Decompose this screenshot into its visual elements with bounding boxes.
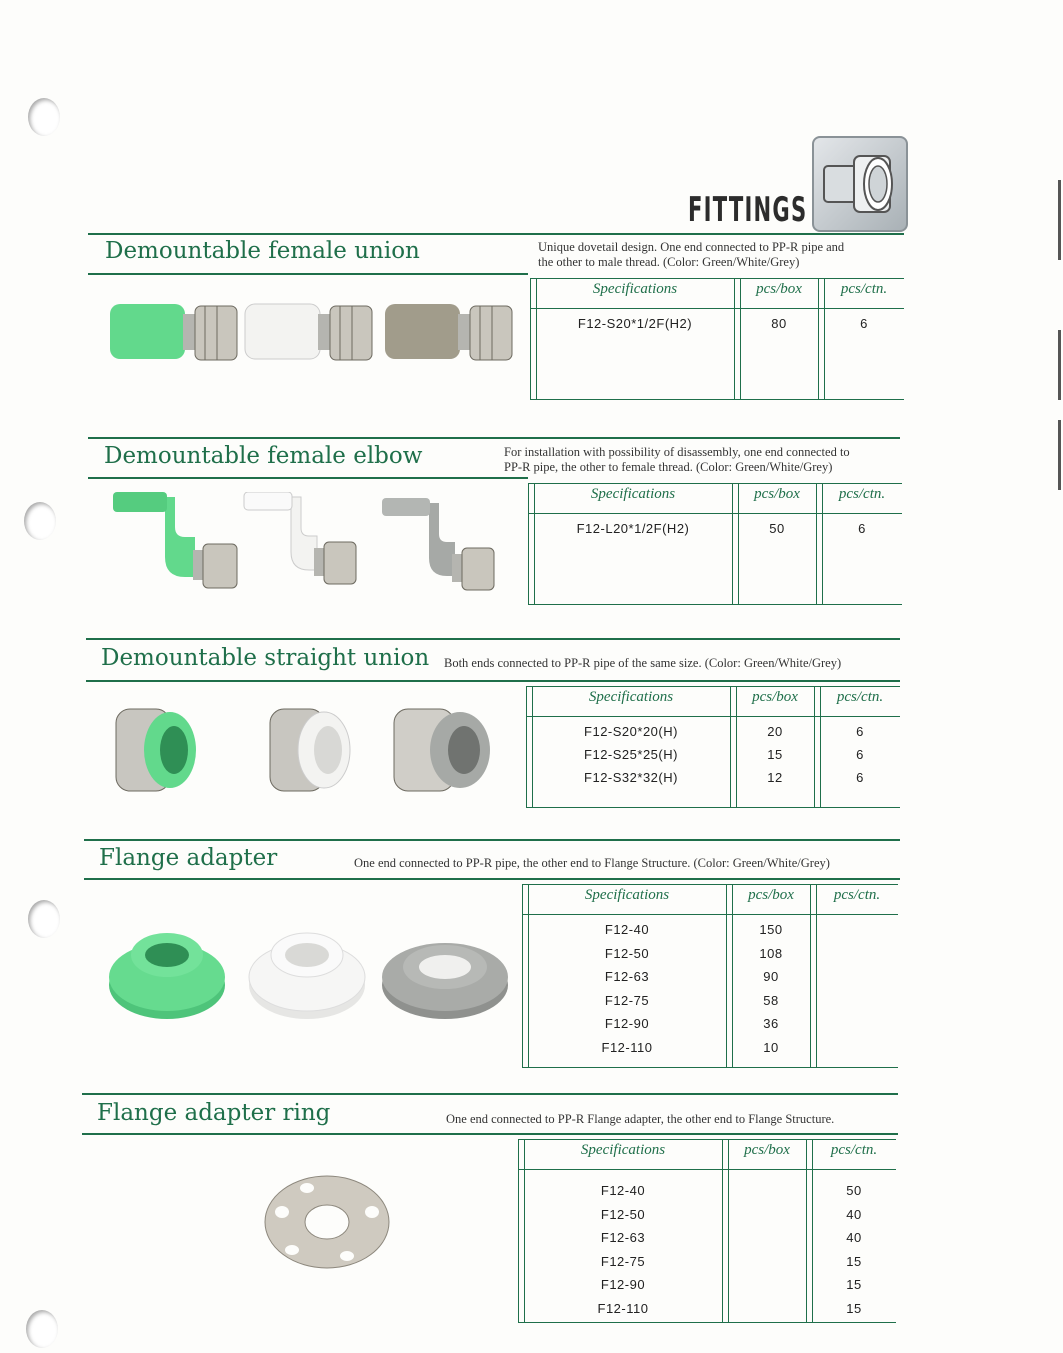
binder-hole [26,1310,58,1348]
table-divider [730,686,731,808]
table-header-box: pcs/box [754,486,800,502]
section-title: Demountable female union [105,238,420,264]
product-image-grey [390,705,500,799]
table-cell-spec: F12-S20*20(H) [584,724,678,739]
table-cell-spec: F12-S20*1/2F(H2) [577,316,693,331]
table-rule-header [526,716,900,717]
table-cell-spec: F12-L20*1/2F(H2) [576,521,690,536]
table-cell-spec: F12-63 [600,1230,646,1245]
table-cell-box: 80 [771,316,787,331]
product-image-green [105,492,245,606]
table-header-spec: Specifications [590,486,676,502]
product-image-grey [378,925,513,1029]
binder-hole [24,502,56,540]
table-cell-box: 150 [759,922,783,937]
binder-hole [28,900,60,938]
table-divider [734,278,735,400]
section-rule [82,1133,898,1135]
table-header-spec: Specifications [588,689,674,705]
table-cell-spec: F12-50 [604,945,650,961]
table-cell-box: 90 [763,969,779,984]
table-rule-bottom [518,1322,896,1323]
table-divider [722,1139,723,1323]
product-image-white [245,925,370,1029]
table-divider [816,483,817,605]
section-description: Both ends connected to PP-R pipe of the same size. (Color: Green/White/Grey) [444,656,842,670]
table-divider [726,884,727,1068]
section-description: One end connected to PP-R pipe, the other end to Flange Structure. (Color: Green/White/Grey) [354,856,830,870]
product-image-flange-ring [262,1170,392,1274]
table-cell-ctn: 15 [846,1277,862,1292]
table-header-ctn: pcs/ctn. [833,887,881,903]
product-image-green [105,925,230,1029]
edge-mark [1058,420,1061,490]
table-cell-spec: F12-50 [600,1206,646,1222]
section-rule [82,1093,898,1095]
table-cell-box: 10 [763,1039,779,1055]
table-cell-spec: F12-40 [600,1183,646,1198]
table-cell-ctn: 15 [846,1300,862,1316]
table-rule-header [522,914,898,915]
table-cell-box: 12 [767,770,783,785]
table-cell-ctn: 6 [856,770,864,785]
table-divider [806,1139,807,1323]
table-rule-bottom [522,1067,898,1068]
table-header-spec: Specifications [584,887,670,903]
table-header-ctn: pcs/ctn. [838,486,886,502]
edge-mark [1058,180,1061,260]
section-rule [84,878,900,880]
table-cell-ctn: 40 [846,1230,862,1245]
product-image-grey [380,292,520,386]
section-description: For installation with possibility of disassembly, one end connected to PP-R pipe, the other to female thread. (Color: Green/White/Grey) [504,445,850,474]
table-header-ctn: pcs/ctn. [836,689,884,705]
section-rule [88,477,528,479]
table-cell-box: 58 [763,992,779,1008]
section-rule [88,233,904,235]
table-rule-header [518,1169,896,1170]
section-description: Unique dovetail design. One end connected to PP-R pipe and the other to male thread. (Color: Green/White/Grey) [538,240,845,269]
table-divider [810,884,811,1068]
table-rule-top [528,483,902,484]
table-rule-bottom [530,399,904,400]
table-divider [526,686,527,808]
page-title: FITTINGS [688,190,808,230]
table-divider [518,1139,519,1323]
spec-table [522,884,898,1068]
section-rule [86,680,900,682]
table-divider [732,483,733,605]
spec-table [530,278,904,400]
table-cell-ctn: 6 [860,316,868,331]
table-cell-spec: F12-40 [604,922,650,937]
table-header-spec: Specifications [592,281,678,297]
product-image-grey [378,498,498,612]
table-rule-bottom [526,807,900,808]
table-header-spec: Specifications [580,1142,666,1158]
section-rule [86,638,900,640]
table-cell-ctn: 6 [858,521,866,536]
section-description: One end connected to PP-R Flange adapter, the other end to Flange Structure. [446,1112,835,1126]
table-divider [728,1139,729,1323]
table-cell-spec: F12-90 [604,1016,650,1031]
product-image-green [112,705,202,799]
table-header-box: pcs/box [752,689,798,705]
product-image-green [105,292,245,386]
edge-mark [1058,330,1061,400]
table-header-ctn: pcs/ctn. [840,281,888,297]
table-rule-bottom [528,604,902,605]
table-header-ctn: pcs/ctn. [830,1142,878,1158]
table-cell-spec: F12-S32*32(H) [584,770,678,785]
table-divider [528,483,529,605]
table-divider [522,884,523,1068]
table-rule-top [518,1139,896,1140]
table-cell-box: 20 [767,724,783,739]
product-image-white [240,492,360,606]
table-cell-box: 108 [759,945,783,961]
spec-table [528,483,902,605]
table-cell-spec: F12-75 [600,1253,646,1269]
section-title: Flange adapter [99,845,278,871]
section-rule [88,437,900,439]
table-cell-box: 15 [767,747,783,762]
section-title: Demountable female elbow [104,443,423,469]
table-divider [816,884,817,1068]
table-header-box: pcs/box [756,281,802,297]
section-title: Flange adapter ring [97,1100,331,1126]
table-cell-spec: F12-S25*25(H) [584,747,678,762]
table-divider [818,278,819,400]
spec-table [518,1139,896,1323]
table-cell-spec: F12-110 [601,1039,653,1055]
product-image-white [240,292,380,386]
table-rule-top [522,884,898,885]
table-cell-ctn: 50 [846,1183,862,1198]
binder-hole [28,98,60,136]
table-rule-top [530,278,904,279]
table-cell-spec: F12-90 [600,1277,646,1292]
section-title: Demountable straight union [101,645,430,671]
table-divider [814,686,815,808]
table-rule-header [528,513,902,514]
pipe-fitting-icon [812,136,908,232]
table-header-box: pcs/box [748,887,794,903]
table-cell-box: 36 [763,1016,779,1031]
table-rule-top [526,686,900,687]
table-cell-ctn: 40 [846,1206,862,1222]
table-cell-ctn: 6 [856,747,864,762]
table-cell-ctn: 15 [846,1253,862,1269]
table-header-box: pcs/box [744,1142,790,1158]
section-rule [84,839,900,841]
product-image-white [266,705,356,799]
spec-table [526,686,900,808]
table-cell-ctn: 6 [856,724,864,739]
table-cell-spec: F12-110 [597,1300,649,1316]
table-rule-header [530,308,904,309]
table-cell-spec: F12-63 [604,969,650,984]
table-cell-spec: F12-75 [604,992,650,1008]
table-divider [530,278,531,400]
table-cell-box: 50 [769,521,785,536]
section-rule [88,273,528,275]
